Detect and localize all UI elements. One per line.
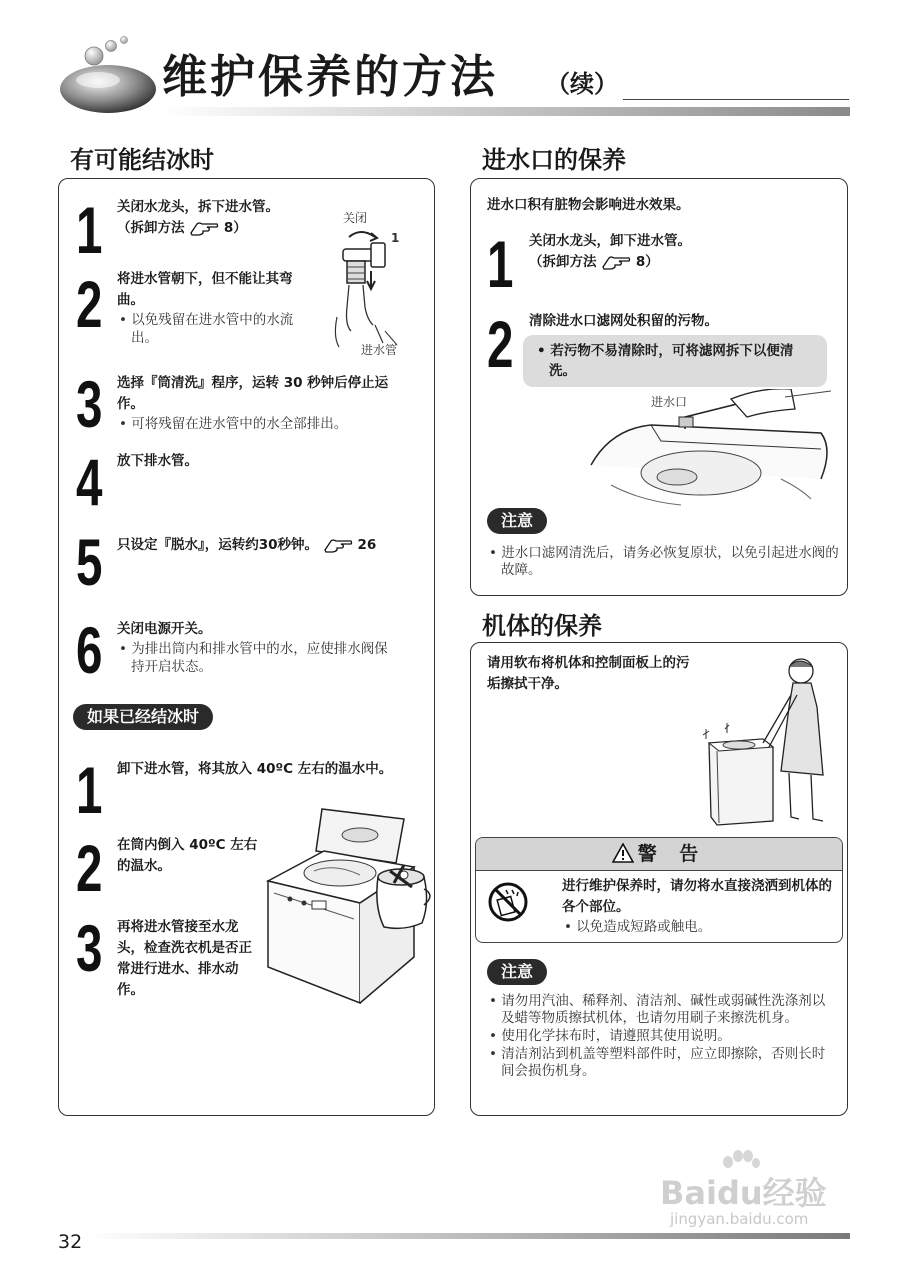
step-text: 选择『筒清洗』程序，运转 30 秒钟后停止运作。 [117,375,389,412]
body-panel [470,642,848,1116]
ref-page: 8） [635,254,659,270]
footer-gradient-bar [84,1233,850,1239]
inlet-section-title: 进水口的保养 [482,146,626,174]
no-water-spray-icon [488,882,528,922]
step-number: 6 [76,613,103,687]
step-number: 2 [76,267,103,341]
baidu-watermark [660,1150,850,1230]
warning-text: 进行维护保养时，请勿将水直接浇洒到机体的各个部位。 [562,878,832,915]
step-number: 2 [487,307,514,381]
arrow-number: 1 [391,231,400,245]
freeze-step-5 [117,535,417,556]
freeze-panel [58,178,435,1116]
step-bullet: • 为排出筒内和排水管中的水，应使排水阀保持开启状态。 [117,640,399,676]
ref-label: （拆卸方法 [529,254,597,270]
freeze-step-1 [117,197,317,239]
body-intro: 请用软布将机体和控制面板上的污垢擦拭干净。 [487,655,690,692]
freeze-step-6 [117,619,399,676]
body-section-title: 机体的保养 [482,612,602,640]
watermark-brand: Baidu经验 [660,1174,827,1212]
step-number: 3 [76,911,103,985]
ref-page: 26 [357,537,377,553]
hose-label: 进水管 [361,343,398,357]
title-bubble-logo [58,34,158,116]
pointing-hand-icon [323,537,353,553]
watermark-url: jingyan.baidu.com [670,1210,809,1228]
step-text: 关闭水龙头，拆下进水管。 [117,199,279,215]
woman-cleaning-illustration [703,651,833,829]
frozen-step-2: 在筒内倒入 40ºC 左右的温水。 [117,837,258,874]
inlet-step-1 [529,231,789,273]
step-bullet: • 以免残留在进水管中的水流出。 [117,311,317,347]
title-underline [623,99,849,100]
caution-item: • 使用化学抹布时，请遵照其使用说明。 [487,1028,835,1045]
caution-item: • 请勿用汽油、稀释剂、清洁剂、碱性或弱碱性洗涤剂以及蜡等物质擦拭机体，也请勿用刷子来擦洗机身。 [487,993,835,1027]
step-bullet: • 可将残留在进水管中的水全部排出。 [117,415,399,433]
ref-label: （拆卸方法 [117,220,185,236]
page-title-suffix: （续） [546,70,618,98]
frozen-step-3: 再将进水管接至水龙头，检查洗衣机是否正常进行进水、排水动作。 [117,919,252,998]
warning-title: 警 告 [637,843,707,865]
step-text: 只设定『脱水』，运转约30秒钟。 [117,537,319,553]
washer-bucket-illustration [264,807,432,1007]
step-text: 将进水管朝下，但不能让其弯曲。 [117,271,293,308]
step-number: 1 [76,753,103,827]
step-number: 4 [76,445,103,519]
freeze-step-4: 放下排水管。 [117,453,198,469]
inlet-panel [470,178,848,596]
frozen-label: 如果已经结冰时 [73,704,213,730]
frozen-step-1: 卸下进水管，将其放入 40ºC 左右的温水中。 [117,761,393,777]
freeze-step-3 [117,373,399,433]
step-ref [529,252,789,273]
step-number: 5 [76,525,103,599]
warning-bullet: • 以免造成短路或触电。 [562,918,843,936]
title-gradient-bar [160,107,850,116]
step-ref [117,218,317,239]
caution-item: • 清洁剂沾到机盖等塑料部件时，应立即擦除，否则长时间会损伤机身。 [487,1046,835,1080]
pointing-hand-icon [601,254,631,270]
inlet-step-2: 清除进水口滤网处积留的污物。 [529,313,718,329]
inlet-note: • 若污物不易清除时，可将滤网拆下以便清洗。 [523,335,827,387]
step-number: 2 [76,831,103,905]
page-number: 32 [58,1231,83,1253]
inlet-caution: • 进水口滤网清洗后，请务必恢复原状，以免引起进水阀的故障。 [487,545,847,579]
inlet-label: 进水口 [651,395,688,409]
freeze-section-title: 有可能结冰时 [70,146,214,174]
body-caution-list [487,993,835,1081]
step-text: 关闭电源开关。 [117,621,212,637]
warning-triangle-icon [612,843,634,863]
pointing-hand-icon [189,220,219,236]
close-label: 关闭 [343,211,368,225]
step-number: 1 [76,193,103,267]
ref-page: 8） [223,220,247,236]
page-title: 维护保养的方法 [162,50,499,103]
body-caution-label: 注意 [487,959,547,985]
step-number: 3 [76,367,103,441]
step-text: 关闭水龙头，卸下进水管。 [529,233,691,249]
freeze-step-2 [117,269,317,347]
step-number: 1 [487,227,514,301]
warning-box [475,837,843,943]
inlet-caution-label: 注意 [487,508,547,534]
inlet-intro: 进水口积有脏物会影响进水效果。 [487,197,690,213]
warning-header [476,838,842,871]
inlet-illustration [581,389,841,509]
